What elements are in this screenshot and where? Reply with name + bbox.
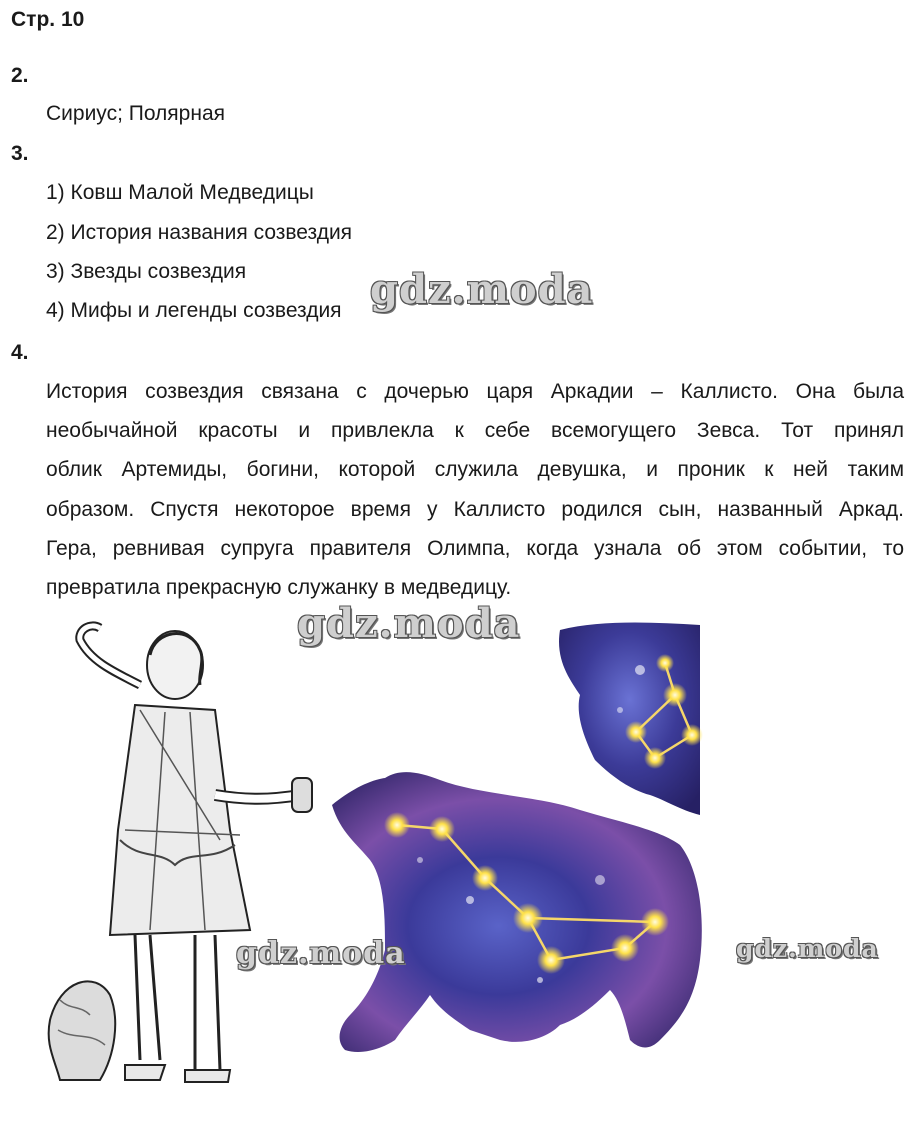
answer-line: Сириус; Полярная [46, 102, 226, 125]
paragraph-line: История созвездия связана с дочерью царя Аркадии – Каллисто. Она была [46, 380, 904, 403]
paragraph-line: превратила прекрасную служанку в медведицу. [46, 576, 512, 600]
paragraph-line: облик Артемиды, богини, которой служила девушка, и проник к ней таким [46, 458, 904, 482]
watermark: gdz.moda [736, 934, 879, 963]
watermark: gdz.moda [297, 600, 521, 647]
myth-paragraph [46, 372, 904, 607]
ursa-major-bear [332, 772, 702, 1052]
task-number-4: 4. [11, 341, 29, 364]
task-number-3: 3. [11, 142, 29, 165]
ursa-minor-bear [559, 623, 703, 815]
paragraph-line: образом. Спустя некоторое время у Каллисто родился сын, названный Аркад. [46, 497, 904, 521]
plan-item-1: 1) Ковш Малой Медведицы [46, 181, 314, 204]
plan-item-2: 2) История названия созвездия [46, 221, 353, 244]
task-number-2: 2. [11, 64, 29, 87]
paragraph-line: необычайной красоты и привлекла к себе всемогущего Зевса. Тот принял [46, 419, 904, 443]
plan-item-4: 4) Мифы и легенды созвездия [46, 299, 342, 322]
watermark: gdz.moda [370, 266, 594, 313]
constellation-illustration [0, 600, 915, 1100]
artemis-figure [49, 626, 312, 1082]
watermark: gdz.moda [236, 936, 406, 971]
plan-item-3: 3) Звезды созвездия [46, 260, 247, 283]
paragraph-line: Гера, ревнивая супруга правителя Олимпа, когда узнала об этом событии, то [46, 536, 904, 560]
page-title: Стр. 10 [11, 8, 85, 31]
